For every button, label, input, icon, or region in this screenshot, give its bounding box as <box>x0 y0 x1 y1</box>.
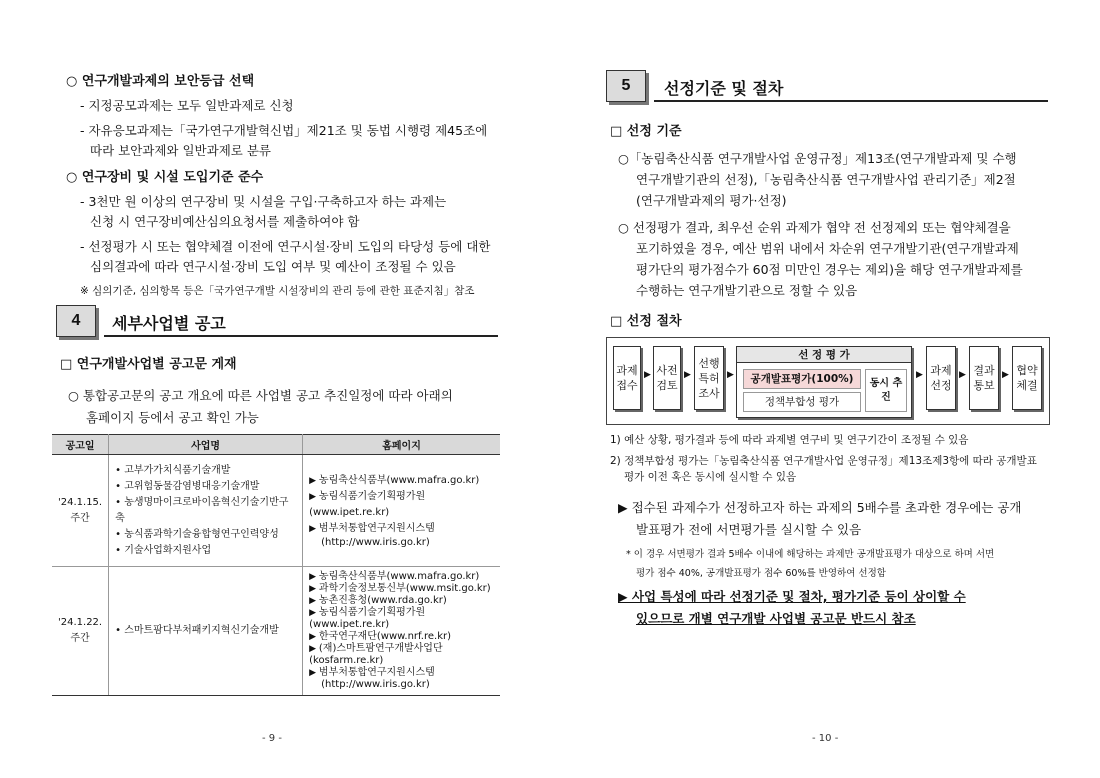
section-4-title: 세부사업별 공고 <box>112 314 226 333</box>
bullet-2-line2: 있으므로 개별 연구개발 사업별 공고문 반드시 참조 <box>636 611 916 626</box>
equipment-heading: ○ 연구장비 및 시설 도입기준 준수 <box>66 170 264 185</box>
section-5-underline <box>654 100 1048 102</box>
procedure-note-2-cont: 평가 이전 혹은 동시에 실시할 수 있음 <box>624 471 797 483</box>
table-row <box>52 455 500 567</box>
equipment-item-2-cont: 심의결과에 따라 연구시설·장비 도입 여부 및 예산이 조정될 수 있음 <box>90 259 456 274</box>
homepage-link[interactable]: ▶ 과학기술정보통신부(www.msit.go.kr) <box>309 583 494 595</box>
homepage-link[interactable]: ▶ 농촌진흥청(www.rda.go.kr) <box>309 595 494 607</box>
bullet-1-note-line2: 평가 점수 40%, 공개발표평가 점수 60%를 반영하여 선정함 <box>636 568 886 579</box>
procedure-note-2: 2) 정책부합성 평가는「농림축산식품 연구개발사업 운영규정」제13조제3항에 따라 공개발표 <box>610 455 1037 467</box>
security-item-1: - 지정공모과제는 모두 일반과제로 신청 <box>80 98 294 113</box>
evaluation-concurrent: 동시 추 진 <box>865 369 907 412</box>
flow-arrow-icon: ▶ <box>959 370 966 380</box>
date-cell <box>52 455 109 567</box>
program-item: • 고위험동물감염병대응기술개발 <box>115 479 296 495</box>
section-5-title: 선정기준 및 절차 <box>664 79 784 98</box>
page-number-right: - 10 - <box>812 733 839 744</box>
flow-arrow-icon: ▶ <box>727 370 734 380</box>
equipment-item-1: - 3천만 원 이상의 연구장비 및 시설을 구입·구축하고자 하는 과제는 <box>80 194 447 209</box>
date-value: '24.1.22. <box>58 617 103 628</box>
homepage-cell <box>303 455 500 567</box>
criteria-p2-line3: 평가단의 평가점수가 60점 미만인 경우는 제외)을 해당 연구개발과제를 <box>636 262 1023 277</box>
notice-text-2: 홈페이지 등에서 공고 확인 가능 <box>86 410 259 425</box>
evaluation-title: 선 정 평 가 <box>737 347 911 363</box>
homepage-link[interactable]: ▶ (재)스마트팜연구개발사업단(kosfarm.re.kr) <box>309 643 494 667</box>
security-item-2: - 자유응모과제는「국가연구개발혁신법」제21조 및 동법 시행령 제45조에 <box>80 123 488 138</box>
notice-text-1: ○ 통합공고문의 공고 개요에 따른 사업별 공고 추진일정에 따라 아래의 <box>68 388 453 403</box>
procedure-note-1: 1) 예산 상황, 평가결과 등에 따라 과제별 연구비 및 연구기간이 조정될 수 있음 <box>610 434 969 446</box>
flow-arrow-icon: ▶ <box>684 370 691 380</box>
evaluation-presentation: 공개발표평가(100%) <box>743 369 861 389</box>
homepage-url[interactable]: (http://www.iris.go.kr) <box>321 536 430 548</box>
program-item: • 농식품과학기술융합형연구인력양성 <box>115 527 296 543</box>
equipment-note: ※ 심의기준, 심의항목 등은「국가연구개발 시설장비의 관리 등에 관한 표준지침」참조 <box>80 285 475 297</box>
col-header-date: 공고일 <box>52 435 109 455</box>
criteria-heading: □ 선정 기준 <box>610 124 682 139</box>
bullet-1-line1: ▶ 접수된 과제수가 선정하고자 하는 과제의 5배수를 초과한 경우에는 공개 <box>618 500 1022 515</box>
col-header-homepage: 홈페이지 <box>303 435 500 455</box>
program-item: • 스마트팜다부처패키지혁신기술개발 <box>115 623 296 639</box>
right-page <box>550 0 1100 778</box>
criteria-p1-line1: ○「농림축산식품 연구개발사업 운영규정」제13조(연구개발과제 및 수행 <box>618 151 1017 166</box>
date-time: 주간 <box>70 512 90 524</box>
homepage-link[interactable]: ▶ 농림식품기술기획평가원(www.ipet.re.kr) <box>309 489 494 521</box>
notice-subheading: □ 연구개발사업별 공고문 게재 <box>60 357 237 372</box>
security-item-2-cont: 따라 보안과제와 일반과제로 분류 <box>90 143 271 158</box>
flow-arrow-icon: ▶ <box>644 370 651 380</box>
section-4-underline <box>104 335 498 337</box>
bullet-1-note-line1: * 이 경우 서면평가 결과 5배수 이내에 해당하는 과제만 공개발표평가 대상으로 하며 서면 <box>626 549 995 560</box>
criteria-p1-line2: 연구개발기관의 선정),「농림축산식품 연구개발사업 관리기준」제2절 <box>636 172 1016 187</box>
homepage-link[interactable]: ▶ 범부처통합연구지원시스템 <box>309 521 494 537</box>
notice-table <box>52 434 500 696</box>
section-5-number: 5 <box>606 70 646 102</box>
program-item: • 기술사업화지원사업 <box>115 543 296 559</box>
criteria-p1-line3: (연구개발과제의 평가·선정) <box>636 193 787 208</box>
flow-step-patent-search: 선행 특허 조사 <box>694 346 724 410</box>
homepage-link[interactable]: ▶ 한국연구재단(www.nrf.re.kr) <box>309 631 494 643</box>
page-number-left: - 9 - <box>262 733 282 744</box>
program-cell <box>109 455 303 567</box>
section-4-number: 4 <box>56 305 96 337</box>
flow-step-agreement: 협약 체결 <box>1012 346 1042 410</box>
flow-arrow-icon: ▶ <box>916 370 923 380</box>
flow-step-selection-evaluation <box>736 346 912 418</box>
evaluation-policy: 정책부합성 평가 <box>743 392 861 412</box>
flow-step-receipt: 과제 접수 <box>613 346 641 410</box>
criteria-p2-line4: 수행하는 연구개발기관으로 정할 수 있음 <box>636 283 858 298</box>
equipment-item-2: - 선정평가 시 또는 협약체결 이전에 연구시설·장비 도입의 타당성 등에 대한 <box>80 239 491 254</box>
flow-step-selection: 과제 선정 <box>926 346 956 410</box>
table-row <box>52 567 500 696</box>
col-header-program: 사업명 <box>109 435 303 455</box>
date-value: '24.1.15. <box>58 496 103 508</box>
procedure-flow <box>606 337 1050 425</box>
flow-step-prereview: 사전 검토 <box>653 346 681 410</box>
program-item: • 고부가가치식품기술개발 <box>115 463 296 479</box>
homepage-cell <box>303 567 500 696</box>
homepage-link[interactable]: ▶ 범부처통합연구지원시스템 <box>309 667 494 679</box>
date-time: 주간 <box>70 633 90 644</box>
criteria-p2-line2: 포기하였을 경우, 예산 범위 내에서 차순위 연구개발기관(연구개발과제 <box>636 241 1019 256</box>
procedure-heading: □ 선정 절차 <box>610 314 682 329</box>
bullet-2-line1: ▶ 사업 특성에 따라 선정기준 및 절차, 평가기준 등이 상이할 수 <box>618 589 966 604</box>
equipment-item-1-cont: 신청 시 연구장비예산심의요청서를 제출하여야 함 <box>90 214 360 229</box>
homepage-link[interactable]: ▶ 농림축산식품부(www.mafra.go.kr) <box>309 473 494 489</box>
security-heading: ○ 연구개발과제의 보안등급 선택 <box>66 74 255 89</box>
program-cell <box>109 567 303 696</box>
date-cell <box>52 567 109 696</box>
criteria-p2-line1: ○ 선정평가 결과, 최우선 순위 과제가 협약 전 선정제외 또는 협약체결을 <box>618 220 1011 235</box>
flow-step-notification: 결과 통보 <box>969 346 999 410</box>
homepage-link[interactable]: ▶ 농림축산식품부(www.mafra.go.kr) <box>309 571 494 583</box>
program-item: • 농생명마이크로바이옴혁신기술기반구축 <box>115 495 296 527</box>
flow-arrow-icon: ▶ <box>1002 370 1009 380</box>
homepage-link[interactable]: ▶ 농림식품기술기획평가원(www.ipet.re.kr) <box>309 607 494 631</box>
homepage-url[interactable]: (http://www.iris.go.kr) <box>321 679 430 690</box>
bullet-1-line2: 발표평가 전에 서면평가를 실시할 수 있음 <box>636 522 862 537</box>
